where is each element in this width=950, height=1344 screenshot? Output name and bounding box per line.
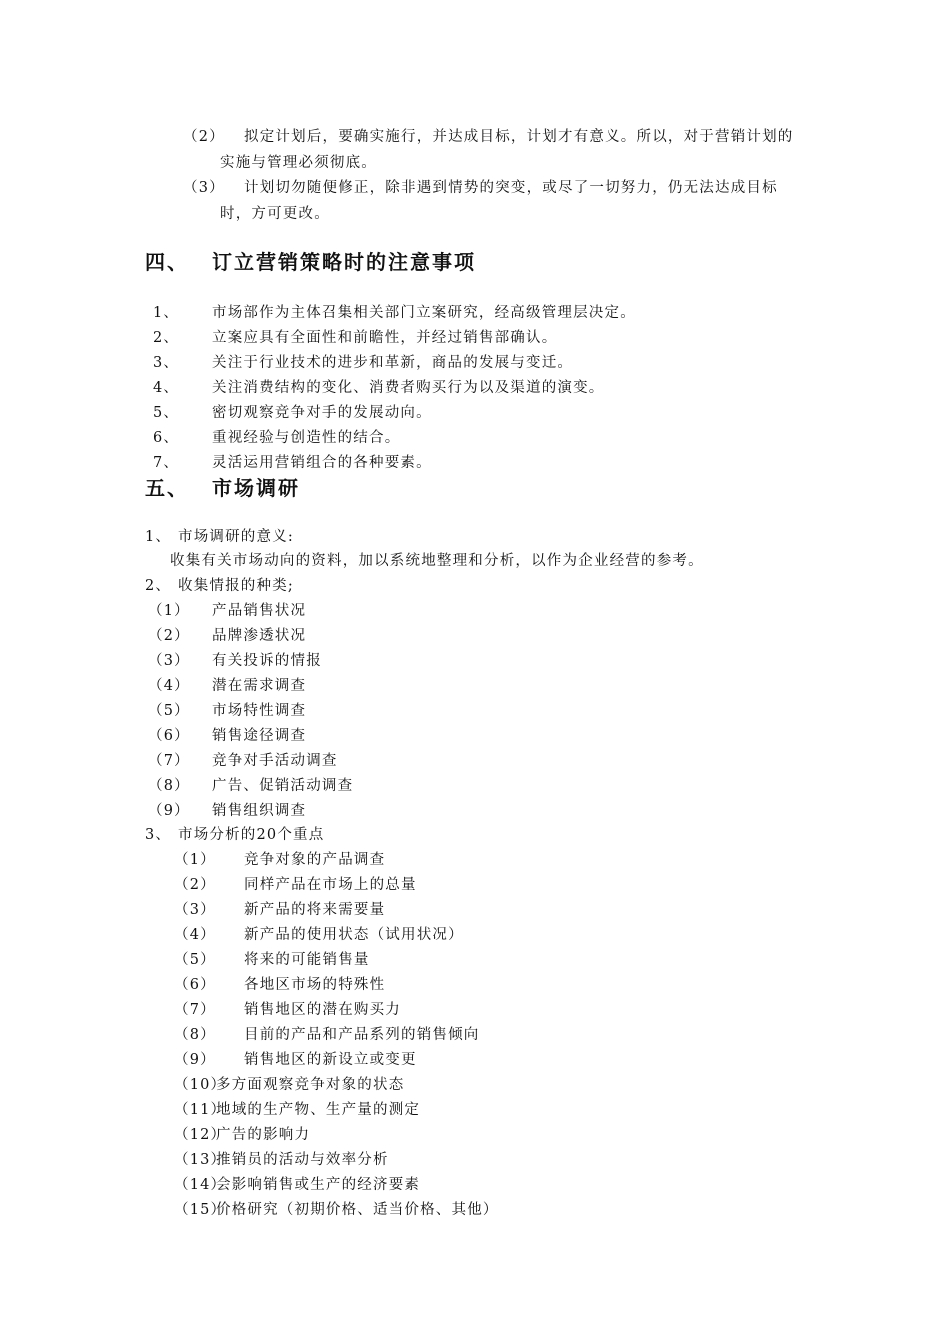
item-text: 目前的产品和产品系列的销售倾向 (244, 1027, 480, 1043)
item-number: 6、 (153, 430, 180, 446)
item-text: 密切观察竞争对手的发展动向。 (212, 405, 432, 421)
section-title: 市场调研 (212, 476, 300, 500)
item-number: 7、 (153, 455, 180, 471)
item-number: 3、 (153, 355, 180, 371)
item-text: 潜在需求调查 (212, 678, 307, 694)
subsection-title: 市场调研的意义: (178, 529, 294, 545)
item-text: 销售途径调查 (212, 728, 307, 744)
item-text: 同样产品在市场上的总量 (244, 877, 417, 893)
subsection-title: 市场分析的20个重点 (178, 827, 325, 843)
item-number: （3） (183, 180, 225, 196)
item-number: （3） (174, 902, 216, 918)
item-number: （5） (174, 952, 216, 968)
item-text: 价格研究（初期价格、适当价格、其他） (216, 1202, 499, 1218)
section-title: 订立营销策略时的注意事项 (212, 250, 476, 274)
item-text: 市场部作为主体召集相关部门立案研究，经高级管理层决定。 (212, 305, 636, 321)
item-number: （7） (148, 753, 190, 769)
item-number: （9） (174, 1052, 216, 1068)
item-text: 地域的生产物、生产量的测定 (216, 1102, 421, 1118)
item-text: 计划切勿随便修正，除非遇到情势的突变，或尽了一切努力，仍无法达成目标 (244, 180, 778, 196)
item-number: （13） (174, 1152, 227, 1168)
item-text: 将来的可能销售量 (244, 952, 370, 968)
item-text: 多方面观察竞争对象的状态 (216, 1077, 405, 1093)
item-number: （5） (148, 703, 190, 719)
item-text: 竞争对象的产品调查 (244, 852, 386, 868)
item-number: （6） (174, 977, 216, 993)
item-text: 各地区市场的特殊性 (244, 977, 386, 993)
item-text: 新产品的将来需要量 (244, 902, 386, 918)
item-number: （9） (148, 803, 190, 819)
item-number: （11） (174, 1102, 227, 1118)
item-text: 品牌渗透状况 (212, 628, 307, 644)
item-number: （14） (174, 1177, 227, 1193)
item-number: （10） (174, 1077, 227, 1093)
item-text: 广告、促销活动调查 (212, 778, 354, 794)
item-text: 推销员的活动与效率分析 (216, 1152, 389, 1168)
item-number: 4、 (153, 380, 180, 396)
item-number: （4） (174, 927, 216, 943)
item-text: 灵活运用营销组合的各种要素。 (212, 455, 432, 471)
item-number: （3） (148, 653, 190, 669)
item-continuation: 实施与管理必须彻底。 (220, 155, 377, 171)
item-number: （7） (174, 1002, 216, 1018)
item-text: 拟定计划后，要确实施行，并达成目标，计划才有意义。所以，对于营销计划的 (244, 129, 794, 145)
item-continuation: 时，方可更改。 (220, 206, 330, 222)
item-number: 1、 (153, 305, 180, 321)
item-text: 会影响销售或生产的经济要素 (216, 1177, 421, 1193)
item-text: 竞争对手活动调查 (212, 753, 338, 769)
item-text: 销售地区的潜在购买力 (244, 1002, 401, 1018)
item-number: （2） (148, 628, 190, 644)
subsection-number: 1、 (145, 529, 172, 545)
item-text: 关注消费结构的变化、消费者购买行为以及渠道的演变。 (212, 380, 605, 396)
item-text: 立案应具有全面性和前瞻性，并经过销售部确认。 (212, 330, 558, 346)
item-number: （4） (148, 678, 190, 694)
item-number: （8） (148, 778, 190, 794)
item-number: （2） (183, 129, 225, 145)
item-text: 产品销售状况 (212, 603, 307, 619)
paragraph: 收集有关市场动向的资料，加以系统地整理和分析，以作为企业经营的参考。 (170, 553, 704, 569)
item-number: （1） (174, 852, 216, 868)
item-text: 有关投诉的情报 (212, 653, 322, 669)
item-number: 2、 (153, 330, 180, 346)
subsection-title: 收集情报的种类; (178, 578, 294, 594)
item-number: （1） (148, 603, 190, 619)
item-number: （6） (148, 728, 190, 744)
subsection-number: 3、 (145, 827, 172, 843)
item-number: 5、 (153, 405, 180, 421)
item-number: （12） (174, 1127, 227, 1143)
item-text: 关注于行业技术的进步和革新，商品的发展与变迁。 (212, 355, 574, 371)
item-number: （2） (174, 877, 216, 893)
item-text: 市场特性调查 (212, 703, 307, 719)
item-text: 销售地区的新设立或变更 (244, 1052, 417, 1068)
item-text: 广告的影响力 (216, 1127, 311, 1143)
section-number: 四、 (145, 250, 189, 274)
subsection-number: 2、 (145, 578, 172, 594)
item-text: 重视经验与创造性的结合。 (212, 430, 401, 446)
item-text: 新产品的使用状态（试用状况） (244, 927, 464, 943)
item-number: （8） (174, 1027, 216, 1043)
item-number: （15） (174, 1202, 227, 1218)
item-text: 销售组织调查 (212, 803, 307, 819)
section-number: 五、 (145, 476, 189, 500)
